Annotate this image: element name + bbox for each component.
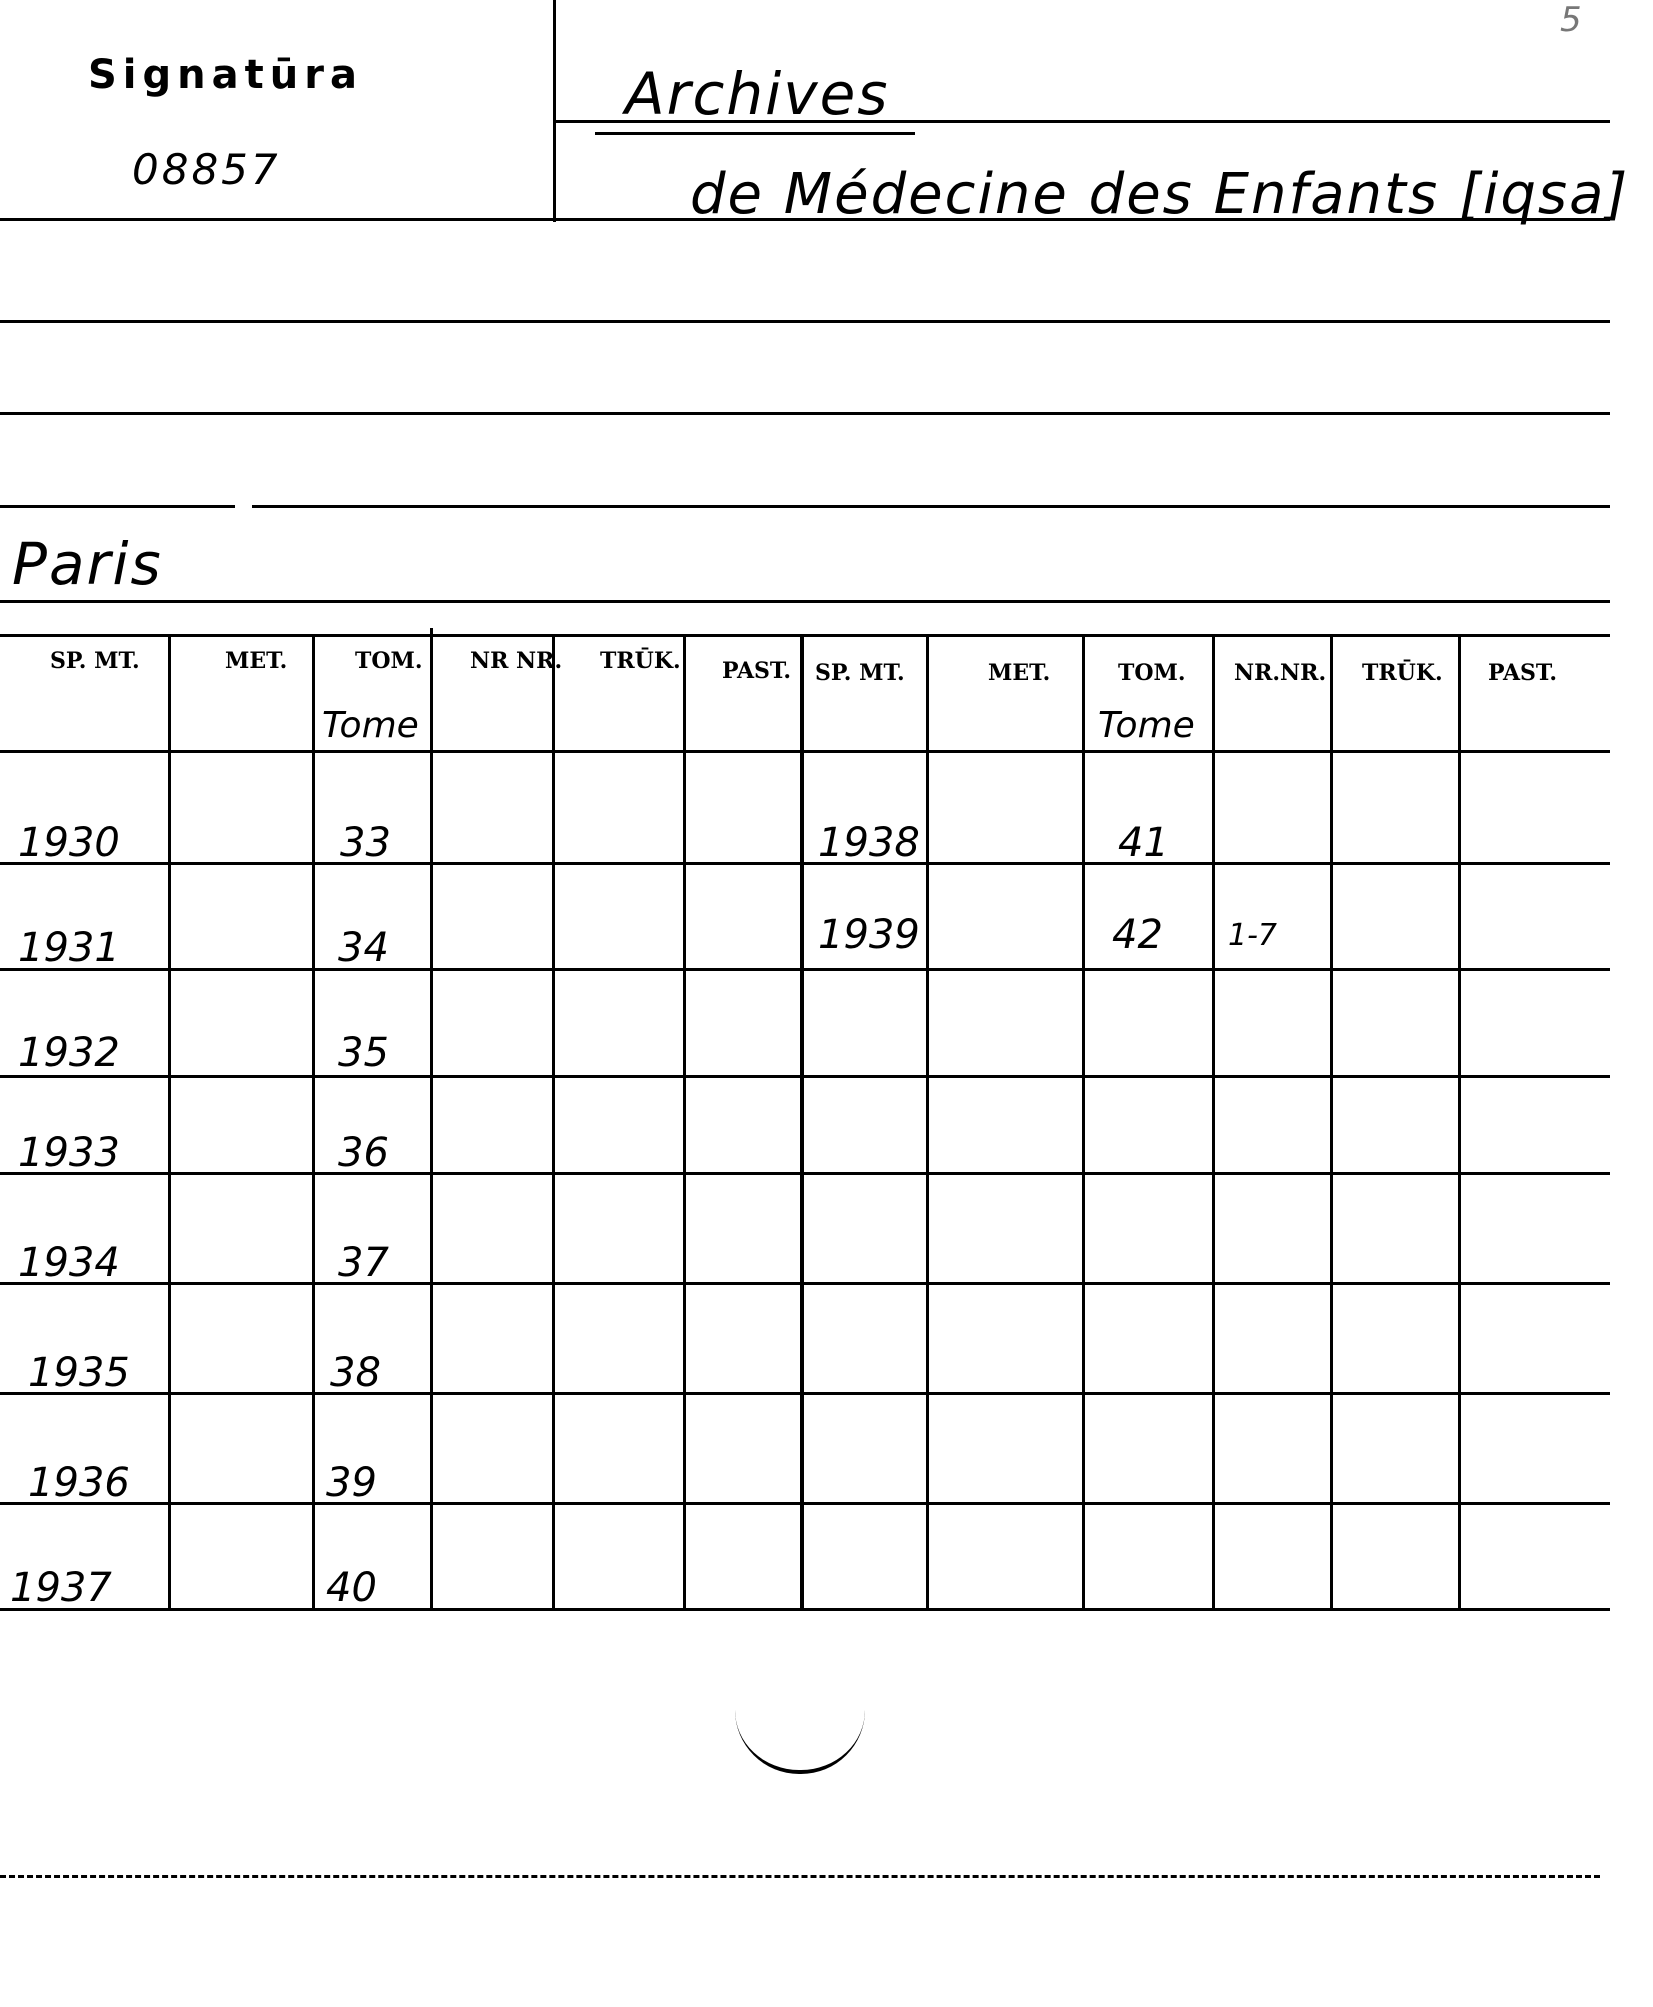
header-truk-left: TRŪK.	[600, 648, 681, 674]
table-cell-year: 1937	[10, 1565, 112, 1611]
header-sp-mt-right: SP. MT.	[815, 660, 905, 686]
ruled-line	[0, 505, 235, 508]
table-cell-tom: 36	[338, 1130, 389, 1176]
header-tom-left: TOM.	[355, 648, 423, 674]
table-column-line	[683, 634, 686, 1611]
table-row-line	[0, 1172, 1610, 1175]
header-truk-right: TRŪK.	[1362, 660, 1443, 686]
signature-value: 08857	[132, 145, 281, 194]
table-row-line	[0, 1075, 1610, 1078]
table-cell-year: 1938	[818, 820, 920, 866]
table-column-line	[1082, 634, 1085, 1611]
title-underline	[595, 132, 915, 135]
table-cell-tom: 40	[326, 1565, 377, 1611]
table-center-line	[800, 634, 804, 1611]
table-column-line	[1458, 634, 1461, 1611]
title-line-1: Archives	[625, 60, 890, 128]
tom-subheader-right: Tome	[1098, 705, 1195, 746]
table-top-border	[0, 634, 1610, 637]
table-cell-tom: 35	[338, 1030, 389, 1076]
table-cell-tom: 33	[340, 820, 391, 866]
header-past-left: PAST.	[722, 658, 792, 684]
header-nr-left: NR NR.	[470, 648, 563, 674]
table-cell-year: 1936	[28, 1460, 130, 1506]
header-vertical-divider	[553, 0, 556, 222]
table-cell-year: 1931	[18, 925, 120, 971]
page-mark: 5	[1560, 0, 1582, 40]
table-cell-year: 1939	[818, 912, 920, 958]
table-row-line	[0, 1392, 1610, 1395]
table-column-line	[926, 634, 929, 1611]
table-bottom-border	[0, 1608, 1610, 1611]
tom-subheader-left: Tome	[322, 705, 419, 746]
table-cell-year: 1932	[18, 1030, 120, 1076]
table-cell-year: 1933	[18, 1130, 120, 1176]
header-met-right: MET.	[988, 660, 1051, 686]
ruled-line	[0, 412, 1610, 415]
title-line-2: de Médecine des Enfants [iqsa]	[690, 162, 1630, 227]
table-cell-tom: 42	[1112, 912, 1163, 958]
table-row-line	[0, 862, 1610, 865]
header-sp-mt-left: SP. MT.	[50, 648, 140, 674]
table-cell-tom: 41	[1118, 820, 1169, 866]
table-cell-nr: 1-7	[1228, 918, 1277, 953]
table-cell-tom: 34	[338, 925, 389, 971]
table-cell-tom: 39	[326, 1460, 377, 1506]
header-met-left: MET.	[225, 648, 288, 674]
table-header-divider	[0, 750, 1610, 753]
table-column-line	[312, 634, 315, 1611]
table-row-line	[0, 1502, 1610, 1505]
header-nr-right: NR.NR.	[1234, 660, 1327, 686]
header-tom-right: TOM.	[1118, 660, 1186, 686]
place-of-publication: Paris	[12, 530, 163, 598]
signature-label: Signatūra	[88, 52, 363, 98]
table-cell-tom: 37	[338, 1240, 389, 1286]
header-past-right: PAST.	[1488, 660, 1558, 686]
table-row-line	[0, 968, 1610, 971]
table-cell-year: 1935	[28, 1350, 130, 1396]
table-column-line	[552, 634, 555, 1611]
table-cell-year: 1930	[18, 820, 120, 866]
table-row-line	[0, 1282, 1610, 1285]
table-cell-year: 1934	[18, 1240, 120, 1286]
table-column-line	[430, 628, 433, 1611]
table-cell-tom: 38	[330, 1350, 381, 1396]
ruled-line	[252, 505, 1610, 508]
ink-smudge	[735, 1710, 865, 1774]
ruled-line	[0, 600, 1610, 603]
faint-dashed-line	[0, 1875, 1600, 1878]
table-column-line	[1212, 634, 1215, 1611]
table-column-line	[1330, 634, 1333, 1611]
ruled-line	[0, 320, 1610, 323]
table-column-line	[168, 634, 171, 1611]
